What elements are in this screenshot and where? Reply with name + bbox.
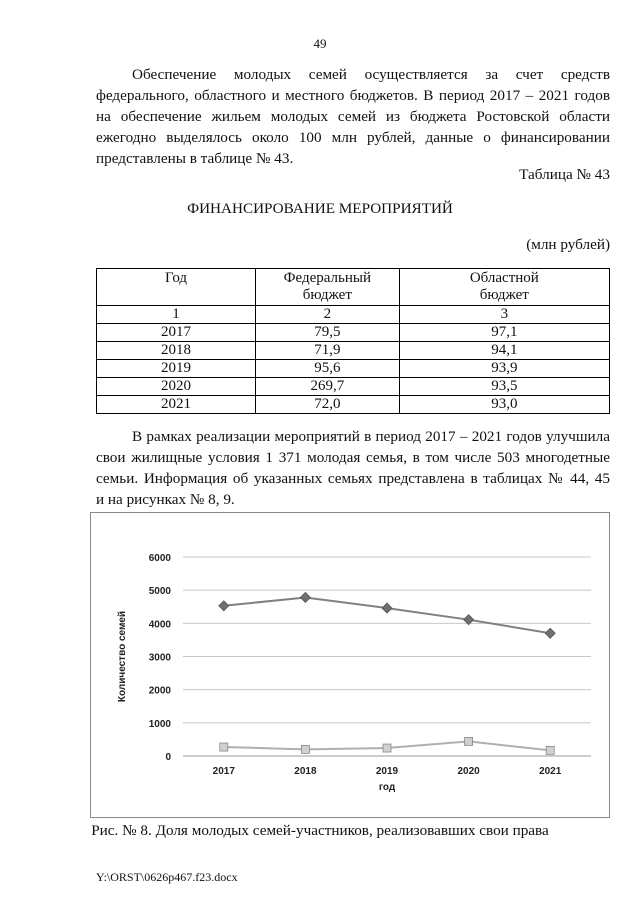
table-label: Таблица № 43 xyxy=(519,166,610,183)
table-cell: 2020 xyxy=(97,378,256,396)
second-line: семьи. Информация об указанных семьях представлена в таблицах № 44, 45 xyxy=(96,470,610,487)
table-cell: 2021 xyxy=(97,396,256,414)
footer-file-path: Y:\ORST\0626p467.f23.docx xyxy=(96,870,238,884)
table-cell: 93,5 xyxy=(399,378,609,396)
line-chart xyxy=(91,513,609,817)
table-cell: 3 xyxy=(399,306,609,324)
y-tick-label: 0 xyxy=(165,752,171,763)
intro-line: ежегодно выделялось около 100 млн рублей, данные о финансировании xyxy=(96,129,610,146)
table-row xyxy=(97,396,610,414)
data-point xyxy=(465,737,473,745)
table-column-numbers xyxy=(97,306,610,324)
data-point xyxy=(301,745,309,753)
data-point xyxy=(220,743,228,751)
x-axis-label: год xyxy=(378,782,396,793)
table-title: ФИНАНСИРОВАНИЕ МЕРОПРИЯТИЙ xyxy=(187,200,453,217)
intro-line: представлены в таблице № 43. xyxy=(96,150,294,167)
table-cell: 269,7 xyxy=(256,378,400,396)
header-regional: Областной бюджет xyxy=(399,269,609,306)
header-federal: Федеральный бюджет xyxy=(256,269,400,306)
second-line: свои жилищные условия 1 371 молодая семья, в том числе 503 многодетные xyxy=(96,449,610,466)
y-tick-label: 4000 xyxy=(148,619,171,631)
table-cell: 97,1 xyxy=(399,324,609,342)
table-cell: 72,0 xyxy=(256,396,400,414)
data-point xyxy=(300,592,310,602)
x-tick-label: 2020 xyxy=(457,766,480,777)
table-cell: 2 xyxy=(256,306,400,324)
table-cell: 1 xyxy=(97,306,256,324)
data-point xyxy=(383,744,391,752)
intro-line: на обеспечение жильем молодых семей из бюджета Ростовской области xyxy=(96,108,610,125)
chart-frame xyxy=(90,512,610,818)
y-tick-label: 2000 xyxy=(148,685,171,697)
table-cell: 93,9 xyxy=(399,360,609,378)
y-tick-label: 1000 xyxy=(148,718,171,730)
intro-line: Обеспечение молодых семей осуществляется за счет средств xyxy=(132,66,610,83)
y-tick-label: 3000 xyxy=(148,652,171,664)
table-header-row xyxy=(97,269,610,306)
header-year: Год xyxy=(97,269,256,306)
table-cell: 2017 xyxy=(97,324,256,342)
table-row xyxy=(97,342,610,360)
table-cell: 79,5 xyxy=(256,324,400,342)
data-point xyxy=(382,603,392,613)
table-cell: 71,9 xyxy=(256,342,400,360)
y-axis-label: Количество семей xyxy=(117,610,128,703)
data-point xyxy=(546,746,554,754)
figure-caption: Рис. № 8. Доля молодых семей-участников, реализовавших свои права xyxy=(91,822,549,839)
second-line: и на рисунках № 8, 9. xyxy=(96,491,235,508)
x-tick-label: 2021 xyxy=(539,766,562,777)
y-tick-label: 5000 xyxy=(148,586,171,598)
y-tick-label: 6000 xyxy=(148,553,171,564)
table-cell: 94,1 xyxy=(399,342,609,360)
table-cell: 2018 xyxy=(97,342,256,360)
table-cell: 2019 xyxy=(97,360,256,378)
table-row xyxy=(97,360,610,378)
intro-paragraph xyxy=(96,64,610,169)
table-row xyxy=(97,324,610,342)
page-number: 49 xyxy=(313,36,327,51)
data-point xyxy=(219,601,229,611)
table-cell: 93,0 xyxy=(399,396,609,414)
x-tick-label: 2017 xyxy=(212,766,235,777)
data-point xyxy=(545,628,555,638)
table-cell: 95,6 xyxy=(256,360,400,378)
financing-table xyxy=(96,268,610,414)
intro-line: федерального, областного и местного бюджетов. В период 2017 – 2021 годов xyxy=(96,87,610,104)
second-paragraph xyxy=(96,426,610,510)
table-units: (млн рублей) xyxy=(526,236,610,253)
x-tick-label: 2019 xyxy=(375,766,399,777)
table-row xyxy=(97,378,610,396)
second-line: В рамках реализации мероприятий в период 2017 – 2021 годов улучшила xyxy=(132,428,610,445)
x-tick-label: 2018 xyxy=(294,766,317,777)
